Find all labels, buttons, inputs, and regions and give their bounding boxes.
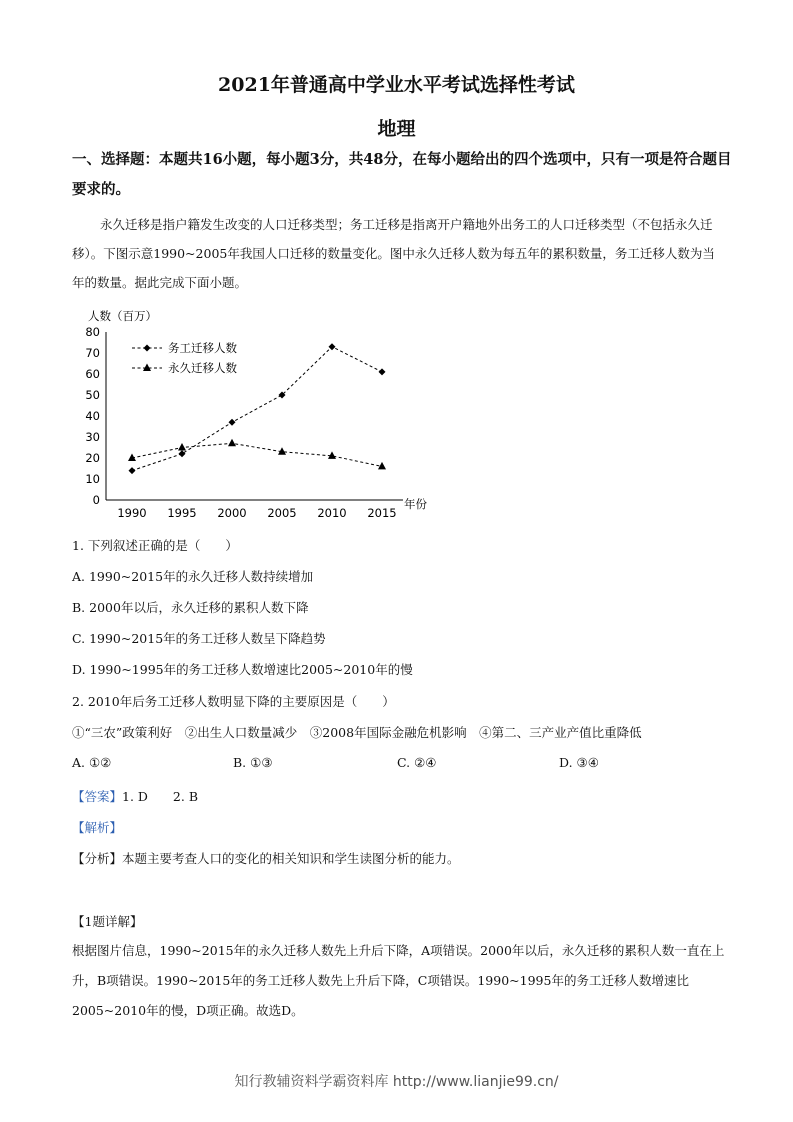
data-point-1-1 xyxy=(178,443,186,451)
q1-option-c: C. 1990~2015年的务工迁移人数呈下降趋势 xyxy=(72,631,326,646)
y-tick-label: 20 xyxy=(85,451,100,465)
q1-option-d: D. 1990~1995年的务工迁移人数增速比2005~2010年的慢 xyxy=(72,662,413,677)
detail-label: 【1题详解】 xyxy=(72,914,143,929)
footer-watermark: 知行教辅资料学霸资料库 http://www.lianjie99.cn/ xyxy=(234,1074,559,1090)
x-tick-label: 1990 xyxy=(117,506,147,520)
section-heading: 一、选择题：本题共16小题，每小题3分，共48分，在每小题给出的四个选项中，只有一项是符合题目要求的。 xyxy=(72,151,732,198)
x-axis-label: 年份 xyxy=(404,497,427,511)
data-point-0-2 xyxy=(229,419,236,426)
data-point-1-4 xyxy=(328,451,336,459)
y-tick-label: 10 xyxy=(85,472,100,486)
x-tick-label: 2015 xyxy=(367,506,397,520)
legend-label-1: 永久迁移人数 xyxy=(168,361,237,375)
legend-label-0: 务工迁移人数 xyxy=(168,341,237,355)
y-tick-label: 80 xyxy=(85,325,100,339)
x-tick-label: 2000 xyxy=(217,506,247,520)
y-tick-label: 0 xyxy=(92,493,100,507)
subject-title: 地理 xyxy=(377,118,416,140)
answer-label: 【答案】 xyxy=(72,789,123,804)
y-tick-label: 30 xyxy=(85,430,100,444)
q2-stem: 2. 2010年后务工迁移人数明显下降的主要原因是（ ） xyxy=(72,694,395,709)
detail-text: 根据图片信息，1990~2015年的永久迁移人数先上升后下降，A项错误。2000年以后，永久迁移的累积人数一直在上升，B项错误。1990~2015年的务工迁移人数先上升后下降，C项错误。1990~1995年的务工迁移人数增速比2005~2010年的慢，D项正确。故选D。 xyxy=(72,943,725,1018)
paper-title: 2021年普通高中学业水平考试选择性考试 xyxy=(218,74,575,96)
data-point-0-5 xyxy=(379,368,386,375)
data-point-1-2 xyxy=(228,439,236,447)
data-point-0-1 xyxy=(179,450,186,457)
y-axis-label: 人数（百万） xyxy=(88,309,157,323)
q1-option-a: A. 1990~2015年的永久迁移人数持续增加 xyxy=(72,569,314,584)
legend-marker-1 xyxy=(143,364,151,372)
x-tick-label: 1995 xyxy=(167,506,197,520)
migration-line-chart xyxy=(70,304,450,524)
q2-option-d: D. ③④ xyxy=(559,755,599,770)
y-tick-label: 40 xyxy=(85,409,100,423)
legend-marker-0 xyxy=(144,345,151,352)
q1-stem: 1. 下列叙述正确的是（ ） xyxy=(72,538,238,553)
x-tick-label: 2005 xyxy=(267,506,297,520)
q2-statements: ①“三农”政策利好 ②出生人口数量减少 ③2008年国际金融危机影响 ④第二、三产业产值比重降低 xyxy=(72,725,642,740)
q2-option-b: B. ①③ xyxy=(233,755,273,770)
series-line-1 xyxy=(132,443,382,466)
chart-legend xyxy=(132,341,237,375)
q2-option-c: C. ②④ xyxy=(397,755,437,770)
y-tick-label: 50 xyxy=(85,388,100,402)
q2-option-a: A. ①② xyxy=(72,755,112,770)
q1-option-b: B. 2000年以后，永久迁移的累积人数下降 xyxy=(72,600,309,615)
data-point-0-0 xyxy=(129,467,136,474)
answer-line xyxy=(72,787,198,805)
data-point-0-4 xyxy=(329,343,336,350)
intro-paragraph: 永久迁移是指户籍发生改变的人口迁移类型；务工迁移是指离开户籍地外出务工的人口迁移类型（不包括永久迁移）。下图示意1990~2005年我国人口迁移的数量变化。图中永久迁移人数为每五年的累积数量，务工迁移人数为当年的数量。据此完成下面小题。 xyxy=(72,217,715,290)
chart-axes xyxy=(106,332,403,500)
analysis-summary: 【分析】本题主要考查人口的变化的相关知识和学生读图分析的能力。 xyxy=(72,851,460,866)
y-tick-label: 70 xyxy=(85,346,100,360)
y-tick-label: 60 xyxy=(85,367,100,381)
analysis-label: 【解析】 xyxy=(72,820,123,835)
x-tick-label: 2010 xyxy=(317,506,347,520)
answer-text: 1. D 2. B xyxy=(122,789,199,804)
